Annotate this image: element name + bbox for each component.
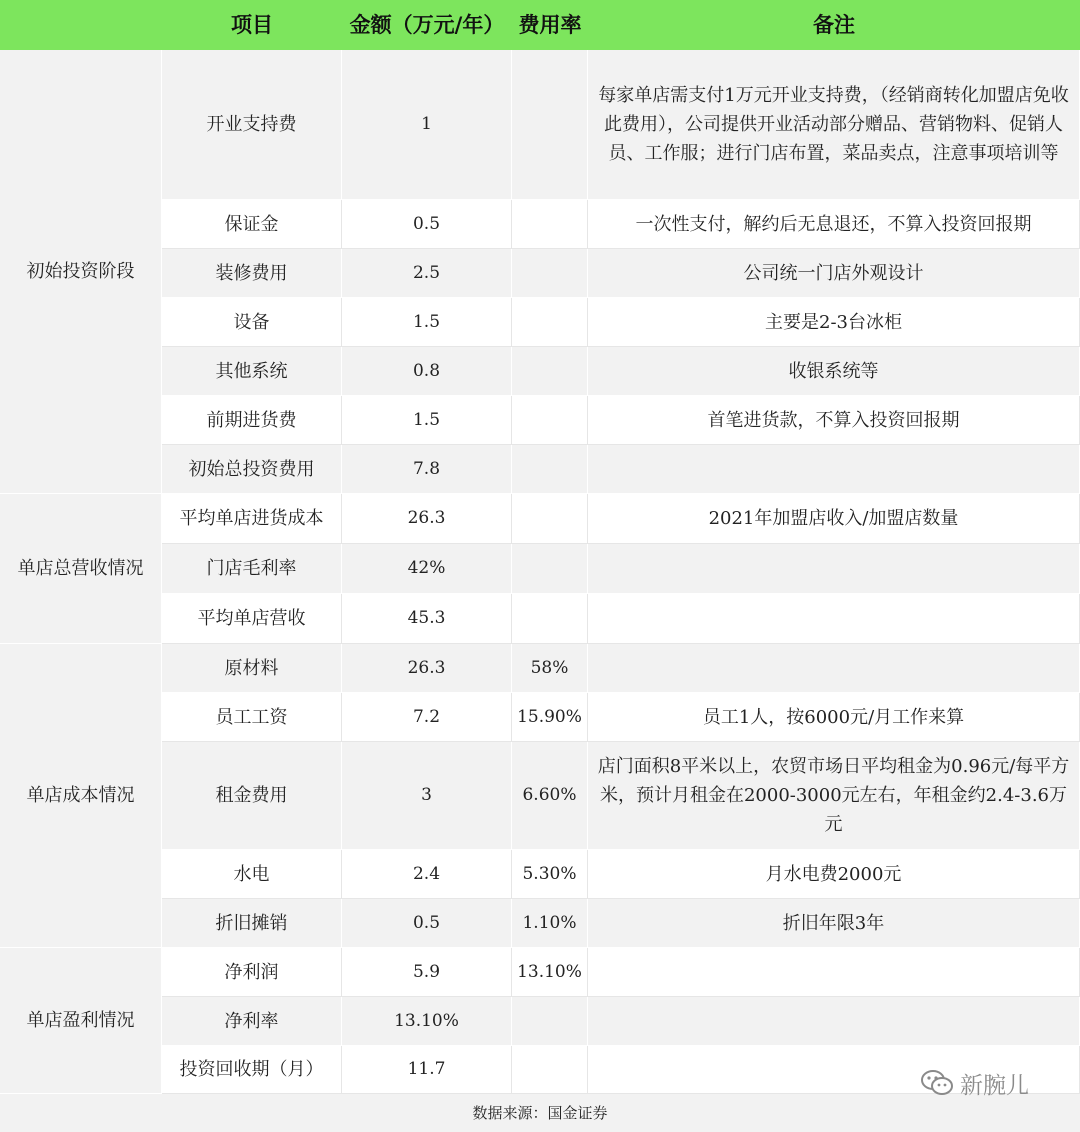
cell-rate: 1.10% bbox=[512, 899, 588, 948]
cell-note: 每家单店需支付1万元开业支持费，（经销商转化加盟店免收此费用），公司提供开业活动部分赠品、营销物料、促销人员、工作服；进行门店布置，菜品卖点，注意事项培训等 bbox=[588, 50, 1080, 200]
cell-note: 主要是2-3台冰柜 bbox=[588, 298, 1080, 347]
cell-note: 月水电费2000元 bbox=[588, 850, 1080, 899]
cell-amount: 42% bbox=[342, 544, 512, 594]
cell-rate bbox=[512, 544, 588, 594]
cell-amount: 5.9 bbox=[342, 948, 512, 997]
source-note: 数据来源：国金证券 bbox=[0, 1094, 1080, 1132]
cell-amount: 45.3 bbox=[342, 594, 512, 644]
cell-rate bbox=[512, 347, 588, 396]
cell-rate: 5.30% bbox=[512, 850, 588, 899]
cell-note bbox=[588, 544, 1080, 594]
cell-note bbox=[588, 948, 1080, 997]
cell-note bbox=[588, 594, 1080, 644]
cell-amount: 0.8 bbox=[342, 347, 512, 396]
cell-note: 员工1人，按6000元/月工作来算 bbox=[588, 693, 1080, 742]
cell-note bbox=[588, 445, 1080, 494]
header-rate: 费用率 bbox=[518, 13, 582, 37]
cell-item: 设备 bbox=[162, 298, 342, 347]
cell-note: 一次性支付，解约后无息退还，不算入投资回报期 bbox=[588, 200, 1080, 249]
cell-rate bbox=[512, 445, 588, 494]
cell-rate: 15.90% bbox=[512, 693, 588, 742]
cell-note: 公司统一门店外观设计 bbox=[588, 249, 1080, 298]
cell-item: 平均单店营收 bbox=[162, 594, 342, 644]
cell-item: 其他系统 bbox=[162, 347, 342, 396]
cell-rate: 58% bbox=[512, 644, 588, 693]
header-amount: 金额（万元/年） bbox=[349, 13, 505, 37]
watermark-text: 新腕儿 bbox=[960, 1072, 1029, 1099]
cell-note: 折旧年限3年 bbox=[588, 899, 1080, 948]
cell-item: 净利润 bbox=[162, 948, 342, 997]
cell-item: 水电 bbox=[162, 850, 342, 899]
wechat-icon bbox=[920, 1068, 954, 1098]
cell-rate bbox=[512, 594, 588, 644]
table-header bbox=[0, 0, 1080, 50]
header-item: 项目 bbox=[231, 13, 273, 37]
cell-rate bbox=[512, 1046, 588, 1094]
cell-rate bbox=[512, 997, 588, 1046]
cell-item: 保证金 bbox=[162, 200, 342, 249]
cell-amount: 0.5 bbox=[342, 200, 512, 249]
cell-item: 折旧摊销 bbox=[162, 899, 342, 948]
cell-rate bbox=[512, 396, 588, 445]
cell-amount: 11.7 bbox=[342, 1046, 512, 1094]
cell-amount: 1.5 bbox=[342, 298, 512, 347]
cell-amount: 2.4 bbox=[342, 850, 512, 899]
cell-rate bbox=[512, 249, 588, 298]
cell-amount: 7.8 bbox=[342, 445, 512, 494]
cell-item: 开业支持费 bbox=[162, 50, 342, 200]
section-cost: 单店成本情况 bbox=[0, 644, 162, 948]
watermark bbox=[920, 1066, 1029, 1100]
cell-amount: 2.5 bbox=[342, 249, 512, 298]
cell-item: 装修费用 bbox=[162, 249, 342, 298]
section-revenue: 单店总营收情况 bbox=[0, 494, 162, 644]
cell-item: 平均单店进货成本 bbox=[162, 494, 342, 544]
cell-amount: 1 bbox=[342, 50, 512, 200]
cell-amount: 13.10% bbox=[342, 997, 512, 1046]
cell-rate bbox=[512, 200, 588, 249]
header-note: 备注 bbox=[813, 13, 855, 37]
cell-item: 员工工资 bbox=[162, 693, 342, 742]
cell-item: 前期进货费 bbox=[162, 396, 342, 445]
section-profit: 单店盈利情况 bbox=[0, 948, 162, 1094]
cell-item: 投资回收期（月） bbox=[162, 1046, 342, 1094]
section-initial: 初始投资阶段 bbox=[0, 50, 162, 494]
cell-amount: 7.2 bbox=[342, 693, 512, 742]
cell-amount: 26.3 bbox=[342, 494, 512, 544]
cell-item: 原材料 bbox=[162, 644, 342, 693]
cell-rate bbox=[512, 494, 588, 544]
cell-amount: 26.3 bbox=[342, 644, 512, 693]
cell-rate: 13.10% bbox=[512, 948, 588, 997]
cell-rate bbox=[512, 50, 588, 200]
cell-note: 首笔进货款，不算入投资回报期 bbox=[588, 396, 1080, 445]
cell-amount: 1.5 bbox=[342, 396, 512, 445]
cell-amount: 0.5 bbox=[342, 899, 512, 948]
cell-note bbox=[588, 997, 1080, 1046]
cell-note bbox=[588, 644, 1080, 693]
cell-note: 收银系统等 bbox=[588, 347, 1080, 396]
cell-rate: 6.60% bbox=[512, 742, 588, 850]
cell-item: 净利率 bbox=[162, 997, 342, 1046]
cell-note: 店门面积8平米以上，农贸市场日平均租金为0.96元/每平方米，预计月租金在2000-3000元左右，年租金约2.4-3.6万元 bbox=[588, 742, 1080, 850]
cell-item: 初始总投资费用 bbox=[162, 445, 342, 494]
cell-item: 门店毛利率 bbox=[162, 544, 342, 594]
cell-note: 2021年加盟店收入/加盟店数量 bbox=[588, 494, 1080, 544]
cell-amount: 3 bbox=[342, 742, 512, 850]
cell-item: 租金费用 bbox=[162, 742, 342, 850]
cell-rate bbox=[512, 298, 588, 347]
